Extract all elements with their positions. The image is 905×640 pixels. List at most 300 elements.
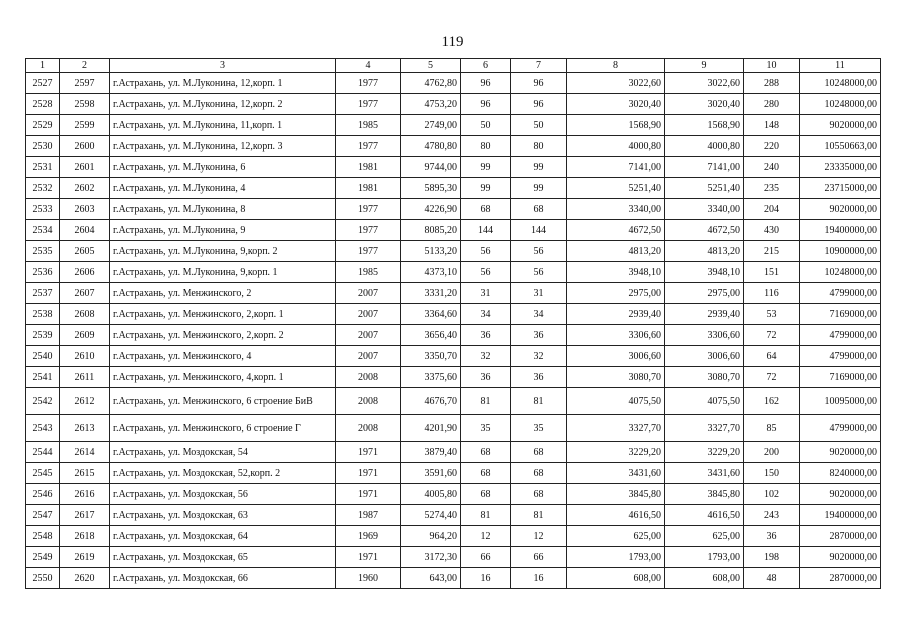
apartments-count-cell: 36 <box>461 367 511 388</box>
apartments-count-2-cell: 36 <box>511 367 567 388</box>
residents-count-cell: 198 <box>744 547 800 568</box>
total-area-cell: 4780,80 <box>401 136 461 157</box>
living-area-cell: 3327,70 <box>567 415 665 442</box>
residents-count-cell: 220 <box>744 136 800 157</box>
apartments-count-cell: 68 <box>461 463 511 484</box>
living-area-2-cell: 4616,50 <box>665 505 744 526</box>
build-year-cell: 1981 <box>336 157 401 178</box>
address-cell: г.Астрахань, ул. М.Луконина, 12,корп. 3 <box>110 136 336 157</box>
build-year-cell: 2008 <box>336 388 401 415</box>
apartments-count-2-cell: 96 <box>511 94 567 115</box>
column-header: 8 <box>567 59 665 73</box>
build-year-cell: 2008 <box>336 367 401 388</box>
living-area-2-cell: 3306,60 <box>665 325 744 346</box>
table-row <box>26 178 881 199</box>
object-id-cell: 2617 <box>60 505 110 526</box>
living-area-cell: 3845,80 <box>567 484 665 505</box>
build-year-cell: 1971 <box>336 484 401 505</box>
object-id-cell: 2618 <box>60 526 110 547</box>
total-area-cell: 3364,60 <box>401 304 461 325</box>
total-area-cell: 4762,80 <box>401 73 461 94</box>
housing-registry-table <box>25 58 881 589</box>
apartments-count-2-cell: 81 <box>511 388 567 415</box>
object-id-cell: 2615 <box>60 463 110 484</box>
cost-cell: 9020000,00 <box>800 547 881 568</box>
total-area-cell: 3591,60 <box>401 463 461 484</box>
table-row <box>26 73 881 94</box>
total-area-cell: 4676,70 <box>401 388 461 415</box>
residents-count-cell: 243 <box>744 505 800 526</box>
table-body <box>26 73 881 589</box>
residents-count-cell: 72 <box>744 367 800 388</box>
row-number-cell: 2548 <box>26 526 60 547</box>
residents-count-cell: 48 <box>744 568 800 589</box>
living-area-cell: 3022,60 <box>567 73 665 94</box>
table-row <box>26 325 881 346</box>
total-area-cell: 4753,20 <box>401 94 461 115</box>
object-id-cell: 2620 <box>60 568 110 589</box>
total-area-cell: 3172,30 <box>401 547 461 568</box>
address-cell: г.Астрахань, ул. Моздокская, 52,корп. 2 <box>110 463 336 484</box>
living-area-2-cell: 3020,40 <box>665 94 744 115</box>
apartments-count-cell: 66 <box>461 547 511 568</box>
table-row <box>26 199 881 220</box>
address-cell: г.Астрахань, ул. М.Луконина, 12,корп. 2 <box>110 94 336 115</box>
address-cell: г.Астрахань, ул. Моздокская, 65 <box>110 547 336 568</box>
column-header: 11 <box>800 59 881 73</box>
residents-count-cell: 200 <box>744 442 800 463</box>
apartments-count-2-cell: 56 <box>511 262 567 283</box>
residents-count-cell: 235 <box>744 178 800 199</box>
column-header: 7 <box>511 59 567 73</box>
living-area-cell: 2939,40 <box>567 304 665 325</box>
apartments-count-cell: 34 <box>461 304 511 325</box>
cost-cell: 4799000,00 <box>800 325 881 346</box>
object-id-cell: 2608 <box>60 304 110 325</box>
residents-count-cell: 64 <box>744 346 800 367</box>
residents-count-cell: 430 <box>744 220 800 241</box>
cost-cell: 9020000,00 <box>800 199 881 220</box>
table-row <box>26 157 881 178</box>
object-id-cell: 2605 <box>60 241 110 262</box>
address-cell: г.Астрахань, ул. Менжинского, 4 <box>110 346 336 367</box>
residents-count-cell: 36 <box>744 526 800 547</box>
living-area-2-cell: 3431,60 <box>665 463 744 484</box>
apartments-count-2-cell: 34 <box>511 304 567 325</box>
living-area-2-cell: 3327,70 <box>665 415 744 442</box>
apartments-count-cell: 12 <box>461 526 511 547</box>
column-header: 4 <box>336 59 401 73</box>
residents-count-cell: 151 <box>744 262 800 283</box>
build-year-cell: 1971 <box>336 463 401 484</box>
total-area-cell: 5274,40 <box>401 505 461 526</box>
living-area-cell: 3080,70 <box>567 367 665 388</box>
row-number-cell: 2532 <box>26 178 60 199</box>
living-area-cell: 4075,50 <box>567 388 665 415</box>
apartments-count-2-cell: 12 <box>511 526 567 547</box>
address-cell: г.Астрахань, ул. Моздокская, 54 <box>110 442 336 463</box>
residents-count-cell: 85 <box>744 415 800 442</box>
living-area-cell: 3431,60 <box>567 463 665 484</box>
living-area-2-cell: 3006,60 <box>665 346 744 367</box>
total-area-cell: 4201,90 <box>401 415 461 442</box>
object-id-cell: 2601 <box>60 157 110 178</box>
table-row <box>26 547 881 568</box>
apartments-count-2-cell: 31 <box>511 283 567 304</box>
total-area-cell: 4373,10 <box>401 262 461 283</box>
row-number-cell: 2541 <box>26 367 60 388</box>
apartments-count-2-cell: 96 <box>511 73 567 94</box>
apartments-count-2-cell: 35 <box>511 415 567 442</box>
total-area-cell: 3350,70 <box>401 346 461 367</box>
cost-cell: 9020000,00 <box>800 115 881 136</box>
object-id-cell: 2613 <box>60 415 110 442</box>
build-year-cell: 1977 <box>336 73 401 94</box>
column-header: 9 <box>665 59 744 73</box>
address-cell: г.Астрахань, ул. М.Луконина, 8 <box>110 199 336 220</box>
cost-cell: 4799000,00 <box>800 346 881 367</box>
apartments-count-2-cell: 16 <box>511 568 567 589</box>
row-number-cell: 2546 <box>26 484 60 505</box>
table-row <box>26 505 881 526</box>
address-cell: г.Астрахань, ул. М.Луконина, 9,корп. 2 <box>110 241 336 262</box>
total-area-cell: 5895,30 <box>401 178 461 199</box>
living-area-2-cell: 625,00 <box>665 526 744 547</box>
table-row <box>26 220 881 241</box>
apartments-count-2-cell: 80 <box>511 136 567 157</box>
living-area-2-cell: 3845,80 <box>665 484 744 505</box>
row-number-cell: 2536 <box>26 262 60 283</box>
table-header-row <box>26 59 881 73</box>
row-number-cell: 2550 <box>26 568 60 589</box>
total-area-cell: 5133,20 <box>401 241 461 262</box>
build-year-cell: 1960 <box>336 568 401 589</box>
living-area-cell: 4616,50 <box>567 505 665 526</box>
object-id-cell: 2600 <box>60 136 110 157</box>
cost-cell: 2870000,00 <box>800 526 881 547</box>
cost-cell: 19400000,00 <box>800 220 881 241</box>
living-area-cell: 3948,10 <box>567 262 665 283</box>
living-area-2-cell: 4813,20 <box>665 241 744 262</box>
living-area-2-cell: 4075,50 <box>665 388 744 415</box>
apartments-count-cell: 80 <box>461 136 511 157</box>
address-cell: г.Астрахань, ул. М.Луконина, 4 <box>110 178 336 199</box>
total-area-cell: 4005,80 <box>401 484 461 505</box>
cost-cell: 7169000,00 <box>800 367 881 388</box>
cost-cell: 10248000,00 <box>800 94 881 115</box>
total-area-cell: 2749,00 <box>401 115 461 136</box>
apartments-count-2-cell: 66 <box>511 547 567 568</box>
object-id-cell: 2610 <box>60 346 110 367</box>
cost-cell: 23335000,00 <box>800 157 881 178</box>
cost-cell: 10248000,00 <box>800 73 881 94</box>
total-area-cell: 3375,60 <box>401 367 461 388</box>
total-area-cell: 643,00 <box>401 568 461 589</box>
column-header: 5 <box>401 59 461 73</box>
cost-cell: 10900000,00 <box>800 241 881 262</box>
living-area-2-cell: 4000,80 <box>665 136 744 157</box>
living-area-2-cell: 3340,00 <box>665 199 744 220</box>
total-area-cell: 4226,90 <box>401 199 461 220</box>
residents-count-cell: 280 <box>744 94 800 115</box>
living-area-cell: 7141,00 <box>567 157 665 178</box>
total-area-cell: 3879,40 <box>401 442 461 463</box>
table-row <box>26 568 881 589</box>
table-row <box>26 367 881 388</box>
apartments-count-2-cell: 56 <box>511 241 567 262</box>
table-row <box>26 484 881 505</box>
apartments-count-cell: 35 <box>461 415 511 442</box>
cost-cell: 9020000,00 <box>800 442 881 463</box>
object-id-cell: 2602 <box>60 178 110 199</box>
object-id-cell: 2597 <box>60 73 110 94</box>
address-cell: г.Астрахань, ул. М.Луконина, 11,корп. 1 <box>110 115 336 136</box>
row-number-cell: 2543 <box>26 415 60 442</box>
living-area-2-cell: 3948,10 <box>665 262 744 283</box>
living-area-2-cell: 608,00 <box>665 568 744 589</box>
build-year-cell: 1985 <box>336 115 401 136</box>
apartments-count-2-cell: 99 <box>511 157 567 178</box>
apartments-count-2-cell: 68 <box>511 442 567 463</box>
cost-cell: 10248000,00 <box>800 262 881 283</box>
build-year-cell: 2007 <box>336 325 401 346</box>
living-area-cell: 4672,50 <box>567 220 665 241</box>
cost-cell: 10095000,00 <box>800 388 881 415</box>
living-area-2-cell: 7141,00 <box>665 157 744 178</box>
table-row <box>26 136 881 157</box>
address-cell: г.Астрахань, ул. Моздокская, 66 <box>110 568 336 589</box>
row-number-cell: 2542 <box>26 388 60 415</box>
apartments-count-cell: 81 <box>461 388 511 415</box>
living-area-2-cell: 3022,60 <box>665 73 744 94</box>
apartments-count-2-cell: 81 <box>511 505 567 526</box>
address-cell: г.Астрахань, ул. М.Луконина, 9 <box>110 220 336 241</box>
row-number-cell: 2527 <box>26 73 60 94</box>
column-header: 10 <box>744 59 800 73</box>
row-number-cell: 2529 <box>26 115 60 136</box>
cost-cell: 19400000,00 <box>800 505 881 526</box>
object-id-cell: 2616 <box>60 484 110 505</box>
column-header: 6 <box>461 59 511 73</box>
residents-count-cell: 162 <box>744 388 800 415</box>
row-number-cell: 2540 <box>26 346 60 367</box>
row-number-cell: 2547 <box>26 505 60 526</box>
table-row <box>26 526 881 547</box>
living-area-cell: 4000,80 <box>567 136 665 157</box>
apartments-count-cell: 68 <box>461 199 511 220</box>
build-year-cell: 1971 <box>336 442 401 463</box>
apartments-count-2-cell: 36 <box>511 325 567 346</box>
row-number-cell: 2545 <box>26 463 60 484</box>
build-year-cell: 1977 <box>336 241 401 262</box>
row-number-cell: 2534 <box>26 220 60 241</box>
table-row <box>26 388 881 415</box>
living-area-2-cell: 5251,40 <box>665 178 744 199</box>
total-area-cell: 9744,00 <box>401 157 461 178</box>
apartments-count-2-cell: 68 <box>511 484 567 505</box>
apartments-count-cell: 81 <box>461 505 511 526</box>
table-row <box>26 304 881 325</box>
row-number-cell: 2537 <box>26 283 60 304</box>
apartments-count-cell: 32 <box>461 346 511 367</box>
residents-count-cell: 148 <box>744 115 800 136</box>
build-year-cell: 1977 <box>336 220 401 241</box>
living-area-cell: 3340,00 <box>567 199 665 220</box>
cost-cell: 2870000,00 <box>800 568 881 589</box>
apartments-count-cell: 99 <box>461 157 511 178</box>
apartments-count-cell: 68 <box>461 442 511 463</box>
build-year-cell: 2007 <box>336 304 401 325</box>
living-area-2-cell: 3080,70 <box>665 367 744 388</box>
object-id-cell: 2604 <box>60 220 110 241</box>
row-number-cell: 2531 <box>26 157 60 178</box>
apartments-count-cell: 99 <box>461 178 511 199</box>
table-row <box>26 415 881 442</box>
living-area-cell: 3229,20 <box>567 442 665 463</box>
apartments-count-cell: 68 <box>461 484 511 505</box>
total-area-cell: 964,20 <box>401 526 461 547</box>
row-number-cell: 2549 <box>26 547 60 568</box>
living-area-cell: 1568,90 <box>567 115 665 136</box>
table-row <box>26 115 881 136</box>
build-year-cell: 1977 <box>336 199 401 220</box>
living-area-2-cell: 2975,00 <box>665 283 744 304</box>
residents-count-cell: 102 <box>744 484 800 505</box>
object-id-cell: 2599 <box>60 115 110 136</box>
living-area-2-cell: 2939,40 <box>665 304 744 325</box>
living-area-cell: 2975,00 <box>567 283 665 304</box>
table-row <box>26 94 881 115</box>
object-id-cell: 2619 <box>60 547 110 568</box>
living-area-cell: 4813,20 <box>567 241 665 262</box>
row-number-cell: 2539 <box>26 325 60 346</box>
table-row <box>26 442 881 463</box>
apartments-count-2-cell: 68 <box>511 463 567 484</box>
column-header: 1 <box>26 59 60 73</box>
apartments-count-2-cell: 68 <box>511 199 567 220</box>
cost-cell: 7169000,00 <box>800 304 881 325</box>
total-area-cell: 3331,20 <box>401 283 461 304</box>
apartments-count-2-cell: 144 <box>511 220 567 241</box>
residents-count-cell: 53 <box>744 304 800 325</box>
address-cell: г.Астрахань, ул. Моздокская, 63 <box>110 505 336 526</box>
address-cell: г.Астрахань, ул. Менжинского, 2,корп. 2 <box>110 325 336 346</box>
object-id-cell: 2612 <box>60 388 110 415</box>
living-area-2-cell: 1568,90 <box>665 115 744 136</box>
build-year-cell: 1985 <box>336 262 401 283</box>
page-number: 119 <box>441 34 464 50</box>
table-row <box>26 241 881 262</box>
living-area-cell: 1793,00 <box>567 547 665 568</box>
apartments-count-2-cell: 50 <box>511 115 567 136</box>
total-area-cell: 3656,40 <box>401 325 461 346</box>
living-area-cell: 3020,40 <box>567 94 665 115</box>
build-year-cell: 2007 <box>336 346 401 367</box>
apartments-count-cell: 31 <box>461 283 511 304</box>
residents-count-cell: 215 <box>744 241 800 262</box>
apartments-count-cell: 16 <box>461 568 511 589</box>
total-area-cell: 8085,20 <box>401 220 461 241</box>
address-cell: г.Астрахань, ул. Моздокская, 64 <box>110 526 336 547</box>
residents-count-cell: 150 <box>744 463 800 484</box>
address-cell: г.Астрахань, ул. Менжинского, 2 <box>110 283 336 304</box>
cost-cell: 23715000,00 <box>800 178 881 199</box>
apartments-count-2-cell: 99 <box>511 178 567 199</box>
address-cell: г.Астрахань, ул. Менжинского, 6 строение БиВ <box>110 388 336 415</box>
address-cell: г.Астрахань, ул. М.Луконина, 9,корп. 1 <box>110 262 336 283</box>
apartments-count-cell: 144 <box>461 220 511 241</box>
object-id-cell: 2609 <box>60 325 110 346</box>
build-year-cell: 1977 <box>336 136 401 157</box>
object-id-cell: 2607 <box>60 283 110 304</box>
apartments-count-cell: 56 <box>461 262 511 283</box>
residents-count-cell: 288 <box>744 73 800 94</box>
object-id-cell: 2598 <box>60 94 110 115</box>
living-area-cell: 3006,60 <box>567 346 665 367</box>
row-number-cell: 2528 <box>26 94 60 115</box>
table-row <box>26 262 881 283</box>
apartments-count-cell: 50 <box>461 115 511 136</box>
build-year-cell: 1987 <box>336 505 401 526</box>
object-id-cell: 2611 <box>60 367 110 388</box>
living-area-cell: 3306,60 <box>567 325 665 346</box>
address-cell: г.Астрахань, ул. М.Луконина, 12,корп. 1 <box>110 73 336 94</box>
row-number-cell: 2533 <box>26 199 60 220</box>
object-id-cell: 2614 <box>60 442 110 463</box>
address-cell: г.Астрахань, ул. Менжинского, 4,корп. 1 <box>110 367 336 388</box>
table-row <box>26 463 881 484</box>
address-cell: г.Астрахань, ул. М.Луконина, 6 <box>110 157 336 178</box>
apartments-count-cell: 96 <box>461 73 511 94</box>
row-number-cell: 2535 <box>26 241 60 262</box>
living-area-cell: 608,00 <box>567 568 665 589</box>
build-year-cell: 1971 <box>336 547 401 568</box>
cost-cell: 4799000,00 <box>800 283 881 304</box>
table-row <box>26 283 881 304</box>
column-header: 3 <box>110 59 336 73</box>
build-year-cell: 1969 <box>336 526 401 547</box>
object-id-cell: 2606 <box>60 262 110 283</box>
build-year-cell: 1977 <box>336 94 401 115</box>
cost-cell: 4799000,00 <box>800 415 881 442</box>
living-area-2-cell: 3229,20 <box>665 442 744 463</box>
object-id-cell: 2603 <box>60 199 110 220</box>
build-year-cell: 2007 <box>336 283 401 304</box>
column-header: 2 <box>60 59 110 73</box>
living-area-2-cell: 1793,00 <box>665 547 744 568</box>
living-area-cell: 625,00 <box>567 526 665 547</box>
address-cell: г.Астрахань, ул. Менжинского, 6 строение Г <box>110 415 336 442</box>
apartments-count-cell: 96 <box>461 94 511 115</box>
cost-cell: 10550663,00 <box>800 136 881 157</box>
build-year-cell: 2008 <box>336 415 401 442</box>
address-cell: г.Астрахань, ул. Моздокская, 56 <box>110 484 336 505</box>
row-number-cell: 2538 <box>26 304 60 325</box>
row-number-cell: 2530 <box>26 136 60 157</box>
cost-cell: 9020000,00 <box>800 484 881 505</box>
living-area-cell: 5251,40 <box>567 178 665 199</box>
table-row <box>26 346 881 367</box>
apartments-count-cell: 56 <box>461 241 511 262</box>
apartments-count-2-cell: 32 <box>511 346 567 367</box>
address-cell: г.Астрахань, ул. Менжинского, 2,корп. 1 <box>110 304 336 325</box>
apartments-count-cell: 36 <box>461 325 511 346</box>
residents-count-cell: 116 <box>744 283 800 304</box>
living-area-2-cell: 4672,50 <box>665 220 744 241</box>
cost-cell: 8240000,00 <box>800 463 881 484</box>
residents-count-cell: 72 <box>744 325 800 346</box>
build-year-cell: 1981 <box>336 178 401 199</box>
